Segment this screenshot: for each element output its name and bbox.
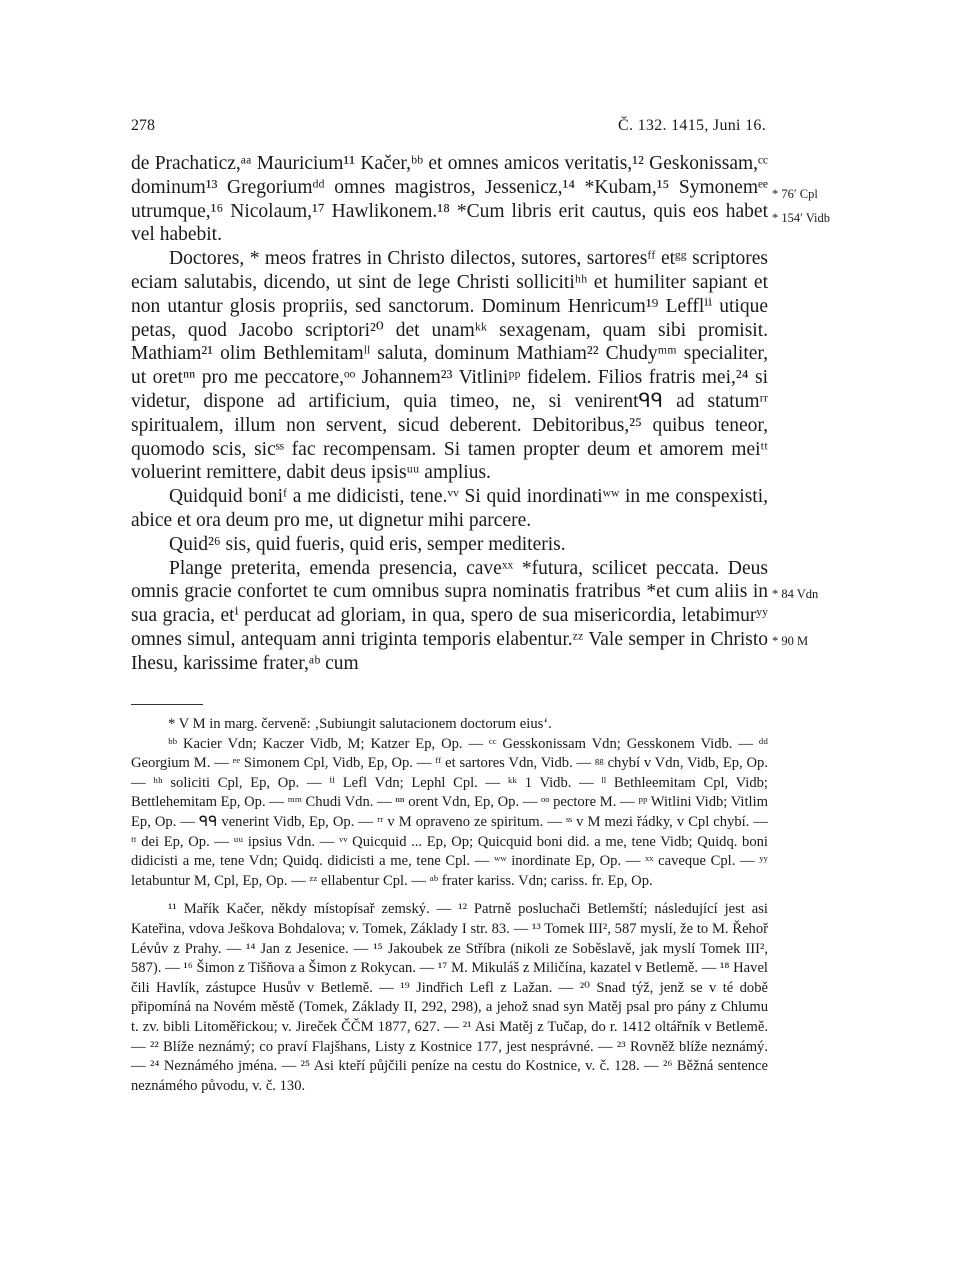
commentary-notes: ¹¹ Mařík Kačer, někdy místopísař zemský. — ¹² Patrně posluchači Betlemští; následující jest asi Kateřina, vdova Ješkova Bohdalova; v. Tomek, Základy I str. 83. — ¹³ Tomek III², 587 myslí, že to M. Řehoř Lévův z Prahy. — ¹⁴ Jan z Jesenice. — ¹⁵ Jakoubek ze Stříbra (nikoli ze Soběslavě, jak myslí Tomek III², 587). — ¹⁶ Šimon z Tišňova a Šimon z Rokycan. — ¹⁷ M. Mikuláš z Miličína, kazatel v Betlemě. — ¹⁸ Havel čili Havlík, zástupce Husův v Betlemě. — ¹⁹ Jindřich Lefl z Lažan. — ²⁰ Snad týž, jenž se v té době připomíná na Novém městě (Tomek, Základy II, 292, 298), a jehož snad syn Matěj psal pro pány z Chlumu t. zv. bibli Litoměřickou; v. Jireček ČČM 1877, 627. — ²¹ Asi Matěj z Tučap, do r. 1412 oltářník v Betlemě. — ²² Blíže neznámý; co praví Flajšhans, Listy z Kostnice 177, jest nesprávné. — ²³ Rovněž blíže neznámý. — ²⁴ Neznámého jména. — ²⁵ Asi kteří půjčili peníze na cestu do Kostnice, v. č. 128. — ²⁶ Běžná sentence neznámého původu, v. č. 130.	[131, 901, 768, 1094]
page-header	[131, 117, 766, 141]
margin-note: * 76′ Cpl	[772, 187, 818, 201]
page-number: 278	[131, 117, 155, 134]
letter-text	[131, 152, 768, 676]
paragraph-5: Plange preterita, emenda presencia, caveˣˣ *futura, scilicet peccata. Deus omnis gracie confortet te cum omnibus supra nominatis fratribus *et cum aliis in sua gracia, etⁱ perducat ad gloriam, in qua, spero de sua misericordia, letabimurʸʸ omnes simul, antequam anni triginta temporis elabentur.ᶻᶻ Vale semper in Christo Ihesu, karissime frater,ᵃᵇ cum	[131, 557, 768, 674]
variant-readings: ᵇᵇ Kacier Vdn; Kaczer Vidb, M; Katzer Ep, Op. — ᶜᶜ Gesskonissam Vdn; Gesskonem Vidb. — ᵈᵈ Georgium M. — ᵉᵉ Simonem Cpl, Vidb, Ep, Op. — ᶠᶠ et sartores Vdn, Vidb. — ᵍᵍ chybí v Vdn, Vidb, Ep, Op. — ʰʰ soliciti Cpl, Ep, Op. — ⁱⁱ Lefl Vdn; Lephl Cpl. — ᵏᵏ 1 Vidb. — ˡˡ Bethleemitam Cpl, Vidb; Bettlehemitam Ep, Op. — ᵐᵐ Chudi Vdn. — ⁿⁿ orent Vdn, Ep, Op. — ᵒᵒ pectore M. — ᵖᵖ Witlini Vidb; Vitlim Ep, Op. — ᑫᑫ venerint Vidb, Ep, Op. — ʳʳ v M opraveno ze spiritum. — ˢˢ v M mezi řádky, v Cpl chybí. — ᵗᵗ dei Ep, Op. — ᵘᵘ ipsius Vdn. — ᵛᵛ Quicquid ... Ep, Op; Quicquid boni did. a me, tene Vidb; Quidq. boni didicisti a me, tene Vdn; Quidq. didicisti a me, tene Cpl. — ʷʷ inordinate Ep, Op. — ˣˣ caveque Cpl. — ʸʸ letabuntur M, Cpl, Ep, Op. — ᶻᶻ ellabentur Cpl. — ᵃᵇ frater kariss. Vdn; cariss. fr. Ep, Op.	[131, 735, 768, 889]
margin-note: * 154′ Vidb	[772, 211, 831, 225]
margin-rubric-note: * V M in marg. červeně: ‚Subiungit salutacionem doctorum eius‘.	[168, 716, 552, 732]
margin-notes	[772, 0, 957, 1287]
paragraph-1: de Prachaticz,ᵃᵃ Mauricium¹¹ Kačer,ᵇᵇ et omnes amicos veritatis,¹² Geskonissam,ᶜᶜ dominum¹³ Gregoriumᵈᵈ omnes magistros, Jessenicz,¹⁴ *Kubam,¹⁵ Symonemᵉᵉ utrumque,¹⁶ Nicolaum,¹⁷ Hawlikonem.¹⁸ *Cum libris erit cautus, quis eos habet vel habebit.	[131, 153, 768, 246]
running-head: Č. 132. 1415, Juni 16.	[618, 117, 766, 134]
footnotes	[131, 715, 768, 1096]
margin-note: * 90 M	[772, 634, 809, 648]
paragraph-4: Quid²⁶ sis, quid fueris, quid eris, semper mediteris.	[169, 533, 566, 555]
paragraph-2: Doctores, * meos fratres in Christo dilectos, sutores, sartoresᶠᶠ etᵍᵍ scriptores eciam salutabis, dicendo, ut sint de lege Christi sollicitiʰʰ et humiliter sapiant et non utantur glosis propriis, sed sanctorum. Dominum Henricum¹⁹ Lefflⁱⁱ utique petas, quod Jacobo scriptori²⁰ det unamᵏᵏ sexagenam, quam sibi promisit. Mathiam²¹ olim Bethlemitamˡˡ saluta, dominum Mathiam²² Chudyᵐᵐ specialiter, ut oretⁿⁿ pro me peccatore,ᵒᵒ Johannem²³ Vitliniᵖᵖ fidelem. Filios fratris mei,²⁴ si videtur, dispone ad artificium, quia timeo, ne, si venirentᑫᑫ ad statumʳʳ spiritualem, illum non servent, sicud deberent. Debitoribus,²⁵ quibus teneor, quomodo scis, sicˢˢ fac recompensam. Si tamen propter deum et amorem meiᵗᵗ voluerint remittere, dabit deus ipsisᵘᵘ amplius.	[131, 248, 768, 484]
margin-note: * 84 Vdn	[772, 587, 819, 601]
footnote-divider	[131, 704, 203, 705]
paragraph-3: Quidquid boniᶠ a me didicisti, tene.ᵛᵛ Si quid inordinatiʷʷ in me conspexisti, abice et ora deum pro me, ut dignetur mihi parcere.	[131, 486, 768, 531]
